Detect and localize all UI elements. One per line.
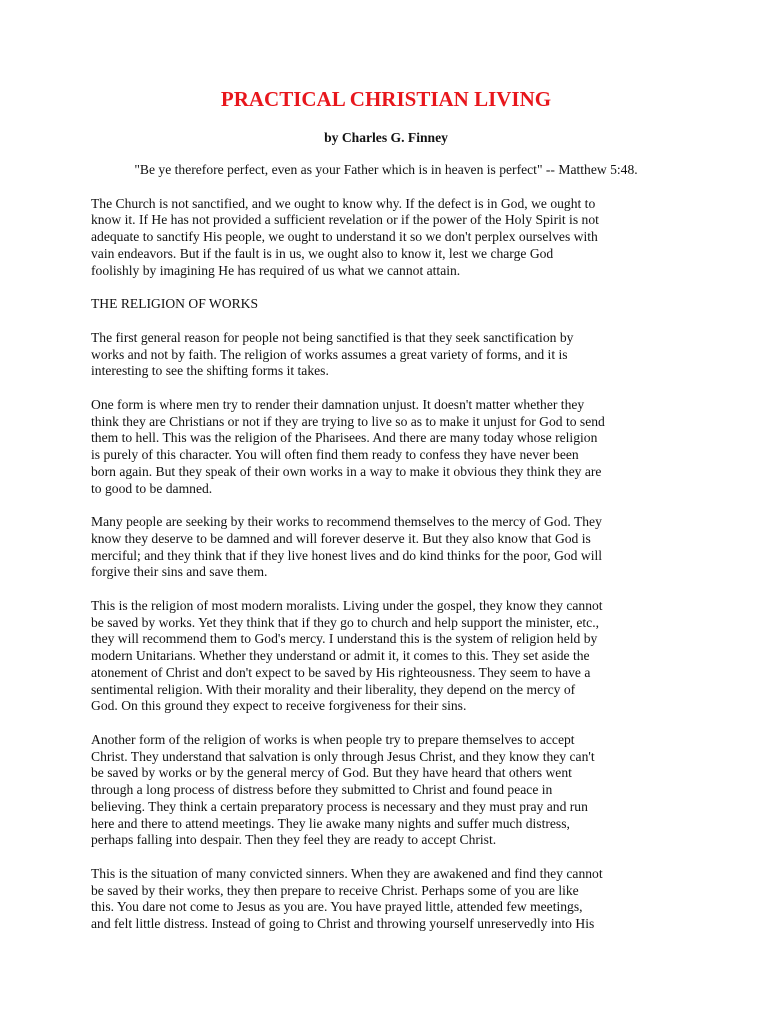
text-line: born again. But they speak of their own works in a way to make it obvious they think they are xyxy=(91,463,602,479)
text-line: be saved by works or by the general mercy of God. But they have heard that others went xyxy=(91,765,572,781)
text-line: This is the situation of many convicted sinners. When they are awakened and find they cannot xyxy=(91,865,603,881)
text-line: know they deserve to be damned and will forever deserve it. But they also know that God is xyxy=(91,530,591,546)
body-paragraph xyxy=(91,397,681,497)
text-line: modern Unitarians. Whether they understand or admit it, it comes to this. They set aside the xyxy=(91,648,590,664)
text-line: here and there to attend meetings. They lie awake many nights and suffer much distress, xyxy=(91,815,570,831)
text-line: be saved by their works, they then prepare to receive Christ. Perhaps some of you are like xyxy=(91,882,579,898)
intro-paragraph xyxy=(91,196,681,280)
text-line: to good to be damned. xyxy=(91,480,213,496)
scripture-epigraph: "Be ye therefore perfect, even as your Father which is in heaven is perfect" -- Matthew 5:48. xyxy=(134,162,638,177)
text-line: sentimental religion. With their morality and their liberality, they depend on the mercy of xyxy=(91,681,576,697)
document-page xyxy=(91,85,681,933)
text-line: atonement of Christ and don't expect to be saved by His righteousness. They seem to have a xyxy=(91,664,591,680)
text-line: is purely of this character. You will often find them ready to confess they have never been xyxy=(91,447,579,463)
body-paragraph xyxy=(91,598,681,715)
text-line: foolishly by imagining He has required of us what we cannot attain. xyxy=(91,262,461,278)
text-line: believing. They think a certain preparatory process is necessary and they must pray and run xyxy=(91,798,588,814)
text-line: Many people are seeking by their works to recommend themselves to the mercy of God. They xyxy=(91,514,602,530)
text-line: think they are Christians or not if they are trying to live so as to make it unjust for God to send xyxy=(91,413,605,429)
body-paragraph xyxy=(91,732,681,849)
text-line: this. You dare not come to Jesus as you are. You have prayed little, attended few meetings, xyxy=(91,899,583,915)
text-line: they will recommend them to God's mercy. I understand this is the system of religion held by xyxy=(91,631,598,647)
text-line: vain endeavors. But if the fault is in us, we ought also to know it, lest we charge God xyxy=(91,245,554,261)
text-line: works and not by faith. The religion of works assumes a great variety of forms, and it is xyxy=(91,346,568,362)
section-heading: THE RELIGION OF WORKS xyxy=(91,296,259,312)
text-line: One form is where men try to render their damnation unjust. It doesn't matter whether they xyxy=(91,397,585,413)
text-line: The Church is not sanctified, and we ought to know why. If the defect is in God, we ought to xyxy=(91,195,596,211)
text-line: Another form of the religion of works is when people try to prepare themselves to accept xyxy=(91,731,575,747)
text-line: interesting to see the shifting forms it takes. xyxy=(91,363,329,379)
text-line: merciful; and they think that if they live honest lives and do kind thinks for the poor, God will xyxy=(91,547,603,563)
text-line: Christ. They understand that salvation is only through Jesus Christ, and they know they can't xyxy=(91,748,595,764)
text-line: and felt little distress. Instead of going to Christ and throwing yourself unreservedly into His xyxy=(91,916,595,932)
page-title: PRACTICAL CHRISTIAN LIVING xyxy=(220,87,552,111)
text-line: This is the religion of most modern moralists. Living under the gospel, they know they cannot xyxy=(91,598,603,614)
text-line: perhaps falling into despair. Then they feel they are ready to accept Christ. xyxy=(91,832,497,848)
body-paragraph xyxy=(91,866,681,933)
body-paragraph xyxy=(91,330,681,380)
text-line: adequate to sanctify His people, we ought to understand it so we don't perplex ourselves with xyxy=(91,229,598,245)
text-line: forgive their sins and save them. xyxy=(91,564,268,580)
text-line: The first general reason for people not being sanctified is that they seek sanctification by xyxy=(91,329,574,345)
text-line: God. On this ground they expect to receive forgiveness for their sins. xyxy=(91,698,467,714)
body-paragraph xyxy=(91,514,681,581)
author-byline: by Charles G. Finney xyxy=(324,130,448,145)
text-line: know it. If He has not provided a sufficient revelation or if the power of the Holy Spirit is not xyxy=(91,212,599,228)
text-line: through a long process of distress before they submitted to Christ and found peace in xyxy=(91,782,553,798)
text-line: be saved by works. Yet they think that if they go to church and help support the minister, etc., xyxy=(91,614,599,630)
text-line: them to hell. This was the religion of the Pharisees. And there are many today whose religion xyxy=(91,430,598,446)
